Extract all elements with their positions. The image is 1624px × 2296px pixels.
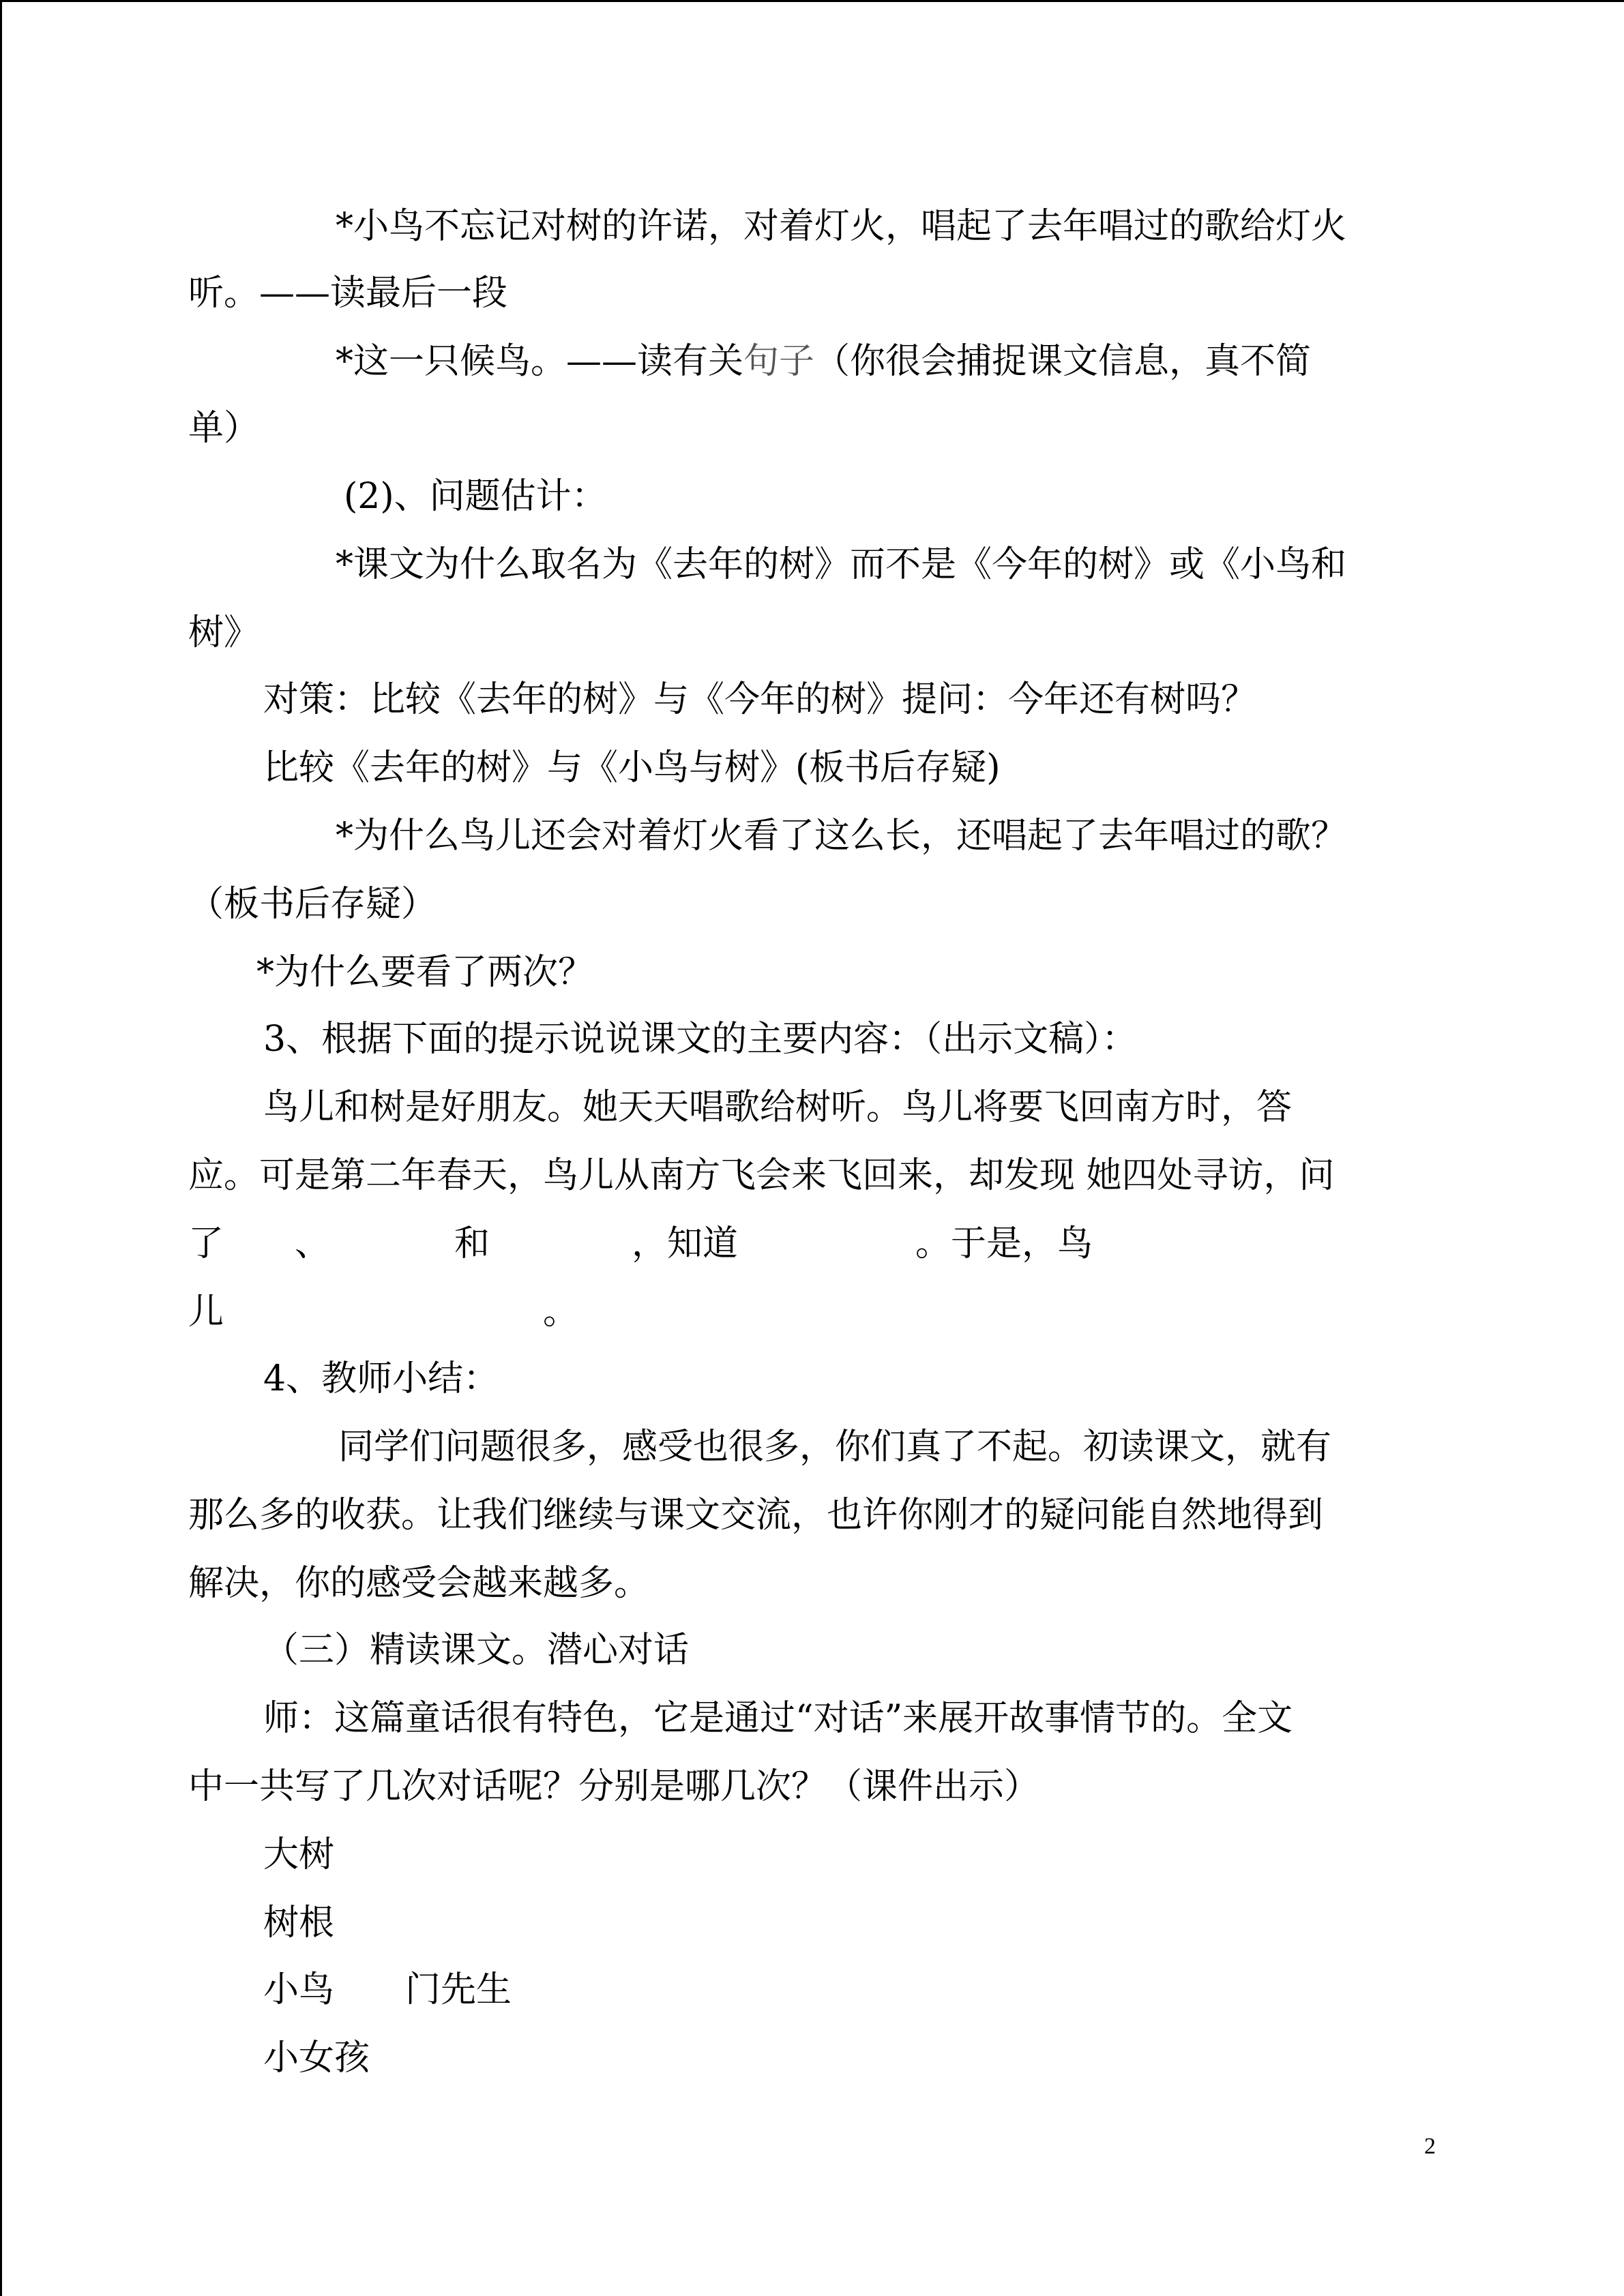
section-heading: （三）精读课文。潜心对话: [263, 1630, 690, 1671]
text-line: 树》: [188, 612, 260, 653]
text-line: 听。——读最后一段: [188, 273, 508, 314]
highlighted-phrase: 句子: [743, 341, 815, 382]
list-item: 小女孩: [263, 2038, 370, 2078]
section-heading: (2)、问题估计：: [344, 476, 607, 517]
text-line: （板书后存疑）: [188, 884, 437, 925]
text-line: 应。可是第二年春天，鸟儿从南方飞会来飞回来，却发现 她四处寻访，问: [188, 1155, 1335, 1196]
text-line: [336, 341, 1311, 382]
page-number: 2: [1424, 2134, 1436, 2159]
text-line: 对策：比较《去年的树》与《今年的树》提问：今年还有树吗？: [263, 679, 1257, 720]
text-line: 解决，你的感受会越来越多。: [188, 1563, 650, 1604]
text-line: 师：这篇童话很有特色，它是通过“对话”来展开故事情节的。全文: [263, 1698, 1293, 1739]
text-line: 比较《去年的树》与《小鸟与树》(板书后存疑): [263, 747, 1001, 788]
text-line: *为什么要看了两次？: [256, 952, 594, 993]
text-line: 单）: [188, 408, 260, 449]
text-line: *为什么鸟儿还会对着灯火看了这么长，还唱起了去年唱过的歌？: [336, 816, 1347, 856]
text-segment: （你很会捕捉课文信息，真不简: [814, 341, 1312, 382]
text-line: *课文为什么取名为《去年的树》而不是《今年的树》或《小鸟和: [336, 544, 1347, 585]
text-line: 中一共写了几次对话呢？分别是哪几次？（课件出示）: [188, 1766, 1040, 1807]
text-line: 了 、 和 ，知道 。于是，鸟: [188, 1223, 1093, 1264]
text-segment: *这一只候鸟。——读有关: [336, 341, 744, 382]
text-line: 那么多的收获。让我们继续与课文交流，也许你刚才的疑问能自然地得到: [188, 1495, 1324, 1536]
text-line: 鸟儿和树是好朋友。她天天唱歌给树听。鸟儿将要飞回南方时，答: [263, 1087, 1293, 1128]
section-heading: 3、根据下面的提示说说课文的主要内容：（出示文稿）：: [263, 1019, 1138, 1060]
section-heading: 4、教师小结：: [263, 1358, 499, 1399]
text-line: 同学们问题很多，感受也很多，你们真了不起。初读课文，就有: [338, 1427, 1332, 1467]
list-item: 小鸟 门先生: [263, 1969, 512, 2010]
list-item: 大树: [263, 1834, 335, 1875]
list-item: 树根: [263, 1903, 335, 1943]
text-line: *小鸟不忘记对树的许诺，对着灯火，唱起了去年唱过的歌给灯火: [336, 206, 1347, 247]
text-line: 儿 。: [188, 1292, 579, 1332]
